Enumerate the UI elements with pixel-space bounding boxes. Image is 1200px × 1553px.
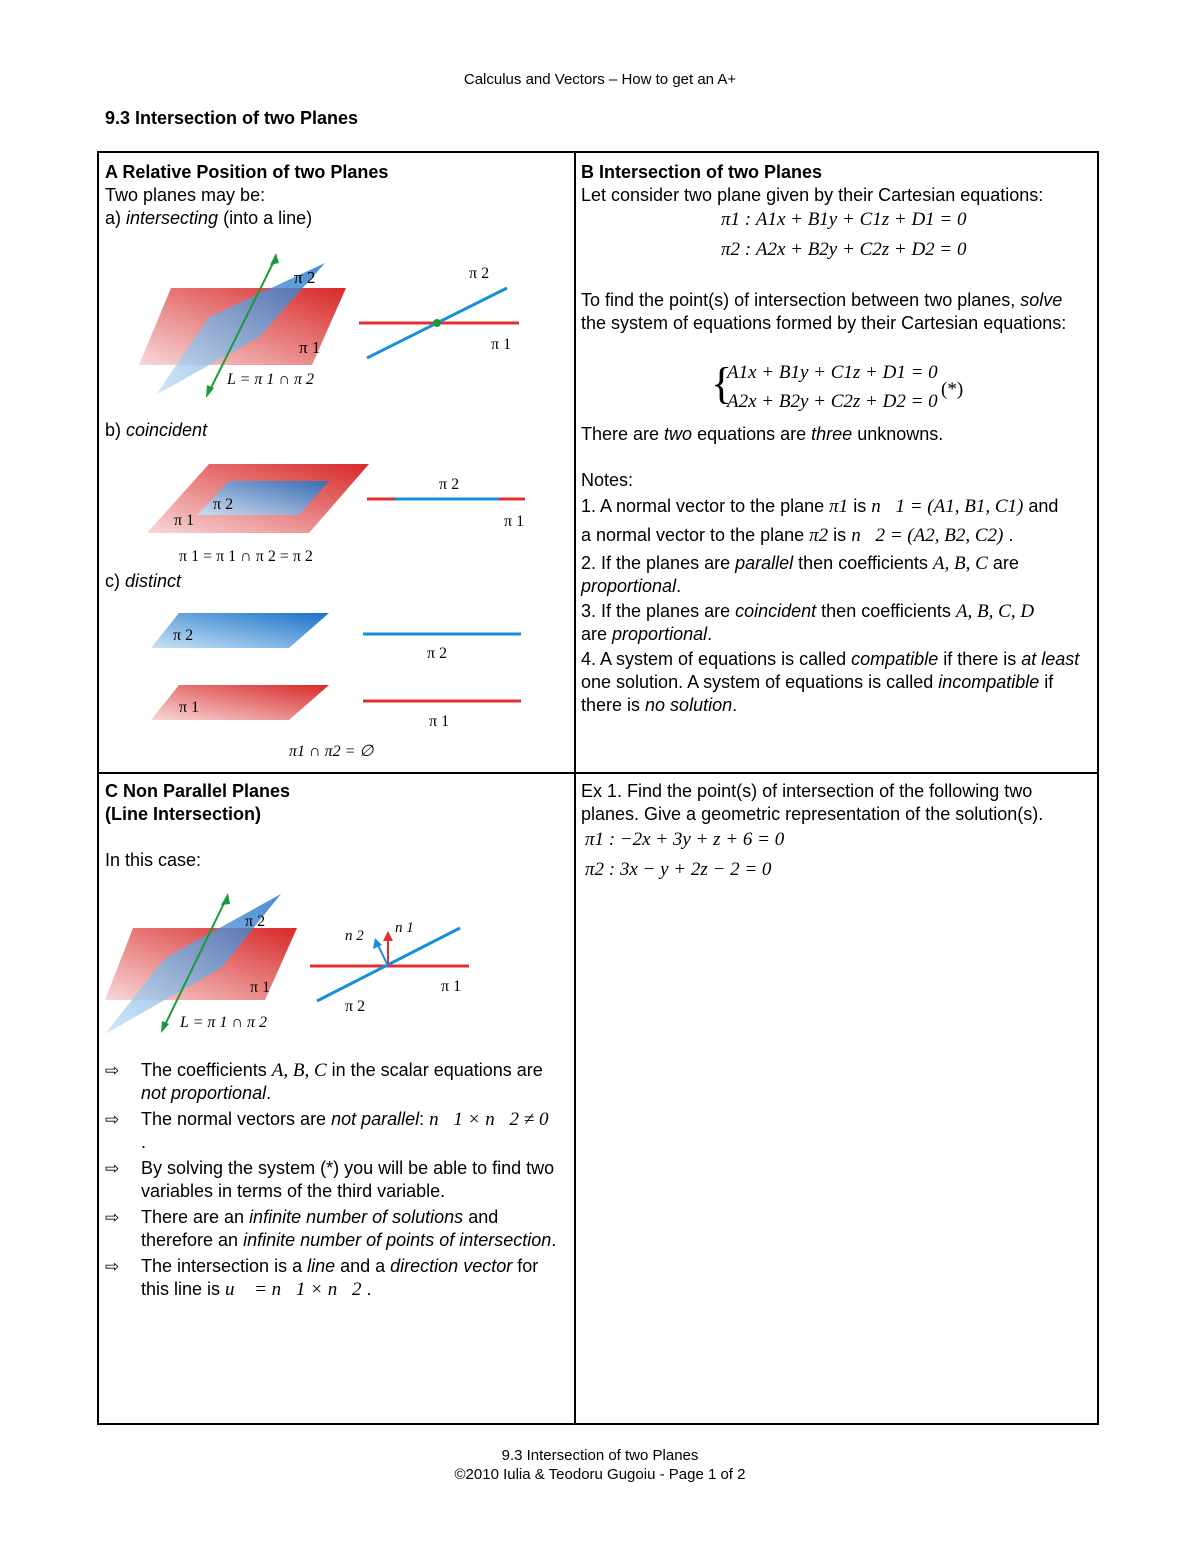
note-1: 1. A normal vector to the plane π1 is n⃗1 = (A1, B1, C1) and a normal vector to the plane π2 is n⃗2 = (A2, B2, C2) . — [581, 496, 1059, 546]
page-header: Calculus and Vectors – How to get an A+ — [463, 71, 737, 88]
side-label-pi2: π 2 — [345, 998, 366, 1015]
label-pi1: π 1 — [299, 338, 321, 357]
intersection-point — [433, 319, 441, 327]
footer-copyright: ©2010 Iulia & Teodoru Gugoiu - Page 1 of 2 — [454, 1466, 746, 1483]
page-footer — [0, 1446, 1200, 1484]
cell-c-title-2: (Line Intersection) — [105, 804, 262, 824]
cell-c-title-1: C Non Parallel Planes — [105, 781, 291, 801]
cell-c-bullets — [105, 1059, 565, 1304]
note-3: 3. If the planes are coincident then coefficients A, B, C, D are proportional. — [581, 601, 1035, 644]
side-label-pi1: π 1 — [441, 978, 462, 995]
arrow-bullet-icon: ⇨ — [105, 1061, 120, 1080]
cell-b-text — [581, 161, 1091, 207]
label-pi2: π 2 — [173, 627, 194, 644]
cell-c-text — [105, 780, 567, 872]
content-grid — [97, 151, 1099, 1425]
label-pi1: π 1 — [250, 979, 271, 996]
side-label-pi1: π 1 — [429, 713, 450, 730]
arrow-bullet-icon: ⇨ — [105, 1159, 120, 1178]
label-pi1: π 1 — [179, 699, 200, 716]
label-pi2: π 2 — [245, 913, 266, 930]
example-eq-pi1: π1 : −2x + 3y + z + 6 = 0 — [585, 829, 785, 850]
arrowhead-icon — [270, 253, 279, 265]
label-pi1: π 1 — [174, 512, 195, 529]
cell-b-title: B Intersection of two Planes — [581, 162, 823, 182]
cell-a-title: A Relative Position of two Planes — [105, 162, 389, 182]
side-label-pi2: π 2 — [469, 265, 490, 282]
side-label-pi1: π 1 — [491, 336, 512, 353]
arrowhead-icon — [206, 385, 214, 398]
footer-title: 9.3 Intersection of two Planes — [501, 1447, 699, 1464]
figure-intersecting — [139, 243, 579, 398]
figure-distinct — [139, 608, 579, 768]
cell-a-item-c: c) distinct — [105, 571, 182, 591]
arrow-bullet-icon: ⇨ — [105, 1110, 120, 1129]
row-divider — [99, 772, 1097, 774]
cell-a-text — [105, 161, 567, 230]
figure-non-parallel — [105, 888, 545, 1043]
arrowhead-icon — [221, 893, 230, 905]
plane-pi1-shape — [151, 685, 329, 720]
label-coincident-eq: π 1 = π 1 ∩ π 2 = π 2 — [179, 548, 313, 565]
side-label-pi1: π 1 — [504, 513, 525, 530]
example-1-text: Ex 1. Find the point(s) of intersection of the following two planes. Give a geometric representation of the solution(s). — [581, 781, 1044, 824]
side-label-pi2: π 2 — [427, 645, 448, 662]
figure-coincident — [139, 459, 579, 569]
equation-pi1: π1 : A1x + B1y + C1z + D1 = 0 — [721, 209, 967, 230]
cell-d-text — [581, 780, 1091, 826]
label-distinct-eq: π1 ∩ π2 = ∅ — [289, 743, 374, 760]
arrow-bullet-icon: ⇨ — [105, 1208, 120, 1227]
label-line-eq: L = π 1 ∩ π 2 — [227, 371, 314, 388]
cell-b-intro: Let consider two plane given by their Cartesian equations: — [581, 185, 1044, 205]
arrowhead-icon — [161, 1021, 169, 1033]
label-line-eq: L = π 1 ∩ π 2 — [180, 1014, 267, 1031]
system-tag: (*) — [941, 379, 964, 400]
cell-c-intro: In this case: — [105, 850, 202, 870]
cell-b-notes — [581, 423, 1091, 717]
note-4: 4. A system of equations is called compatible if there is at least one solution. A system of equations is called incompatible if there is no solution. — [581, 649, 1080, 715]
arrowhead-icon — [383, 931, 393, 941]
system-eq-1: A1x + B1y + C1z + D1 = 0 — [727, 362, 938, 383]
cell-b-solve: To find the point(s) of intersection between two planes, solve the system of equations formed by their Cartesian equations: — [581, 290, 1067, 333]
bullet-item: ⇨ The intersection is a line and a direction vector for this line is u⃗ = n⃗1 × n⃗2 . — [105, 1256, 539, 1300]
bullet-item: ⇨ The normal vectors are not parallel: n⃗1 × n⃗2 ≠ 0⃗ . — [105, 1109, 564, 1152]
arrow-bullet-icon: ⇨ — [105, 1257, 120, 1276]
arrowhead-icon — [373, 938, 382, 949]
side-label-pi2: π 2 — [439, 476, 460, 493]
cell-a-item-b: b) coincident — [105, 420, 208, 440]
note-2: 2. If the planes are parallel then coefficients A, B, C are proportional. — [581, 553, 1019, 596]
unknowns-note: There are two equations are three unknowns. — [581, 424, 944, 444]
label-n2: n 2 — [345, 928, 364, 944]
bullet-item: ⇨ There are an infinite number of solutions and therefore an infinite number of points of intersection. — [105, 1207, 557, 1250]
equation-pi2: π2 : A2x + B2y + C2z + D2 = 0 — [721, 239, 967, 260]
cell-a-item-a: a) intersecting (into a line) — [105, 208, 313, 228]
section-title: 9.3 Intersection of two Planes — [105, 108, 359, 128]
label-pi2: π 2 — [294, 268, 316, 287]
label-pi2: π 2 — [213, 496, 234, 513]
label-n1: n 1 — [395, 920, 414, 936]
system-brace: { — [711, 359, 733, 408]
cell-a-intro: Two planes may be: — [105, 185, 266, 205]
notes-heading: Notes: — [581, 470, 634, 490]
system-eq-2: A2x + B2y + C2z + D2 = 0 — [727, 391, 938, 412]
example-eq-pi2: π2 : 3x − y + 2z − 2 = 0 — [585, 859, 772, 880]
bullet-item: ⇨ The coefficients A, B, C in the scalar equations are not proportional. — [105, 1060, 543, 1103]
bullet-item: ⇨ By solving the system (*) you will be able to find two variables in terms of the third variable. — [105, 1158, 555, 1201]
